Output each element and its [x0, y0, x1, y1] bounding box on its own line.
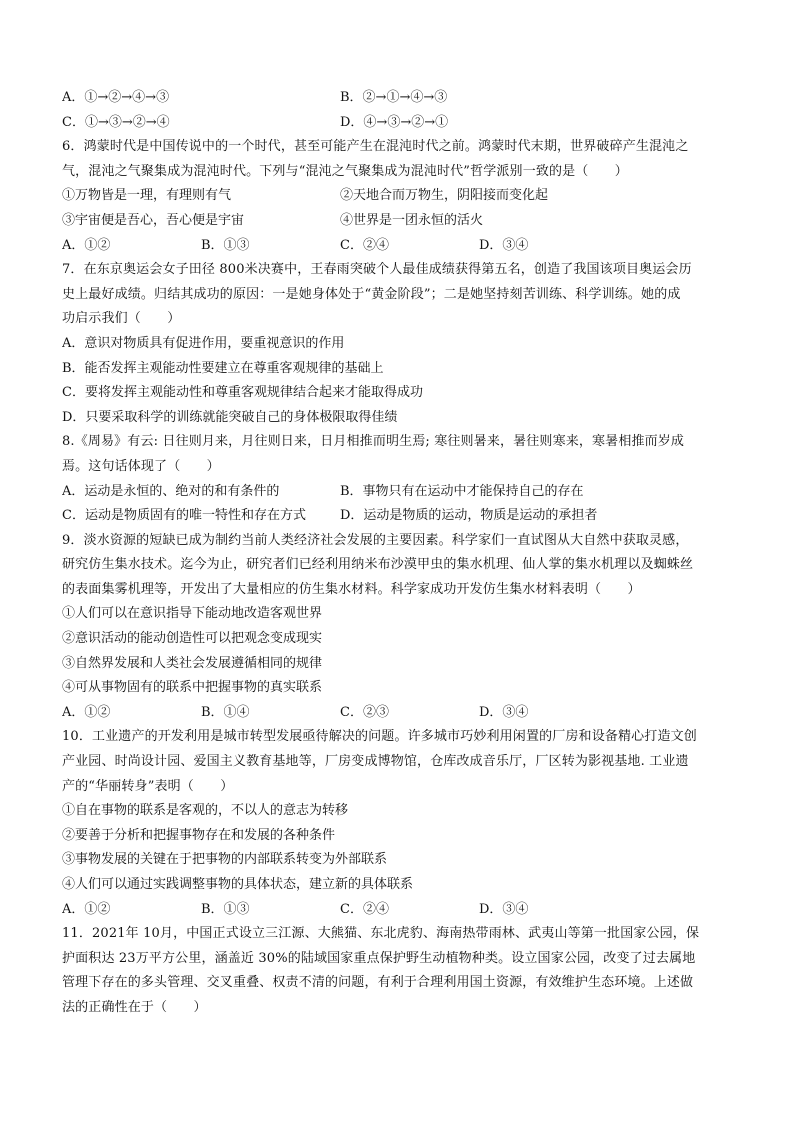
q5-option-b[interactable]: B．②→①→④→③ [340, 90, 448, 105]
q7-stem-line-1: 7．在东京奥运会女子田径 800米决赛中，王春雨突破个人最佳成绩获得第五名，创造了我国该项目奥运会历 [62, 262, 692, 278]
q8-option-c[interactable]: C．运动是物质固有的唯一特性和存在方式 [62, 508, 306, 524]
q10-stem-line-2: 产业园、时尚设计园、爱国主义教育基地等，厂房变成博物馆，仓库改成音乐厅，厂区转为影视基地. 工业遗 [62, 754, 689, 770]
exam-page [62, 86, 742, 1021]
q10-stem-line-3: 产的“华丽转身”表明（ ） [62, 778, 234, 794]
q8-stem-line-1: 8.《周易》有云: 日往则月来，月往则日来，日月相推而明生焉; 寒往则暑来，暑往则寒来，寒暑相推而岁成 [62, 434, 685, 450]
q10-option-a[interactable]: A．①② [62, 901, 111, 917]
q11-stem-line-4: 法的正确性在于（ ） [62, 999, 207, 1015]
q11-stem-line-3: 管理下存在的多头管理、交叉重叠、权责不清的问题，有利于合理利用国土资源，有效维护生态环境。上述做 [62, 975, 694, 991]
q7-option-d[interactable]: D．只要采取科学的训练就能突破自己的身体极限取得佳绩 [62, 409, 398, 425]
q10-item-4: ④人们可以通过实践调整事物的具体状态，建立新的具体联系 [62, 877, 414, 892]
q7-stem-line-3: 功启示我们（ ） [62, 311, 181, 327]
q9-option-b[interactable]: B．①④ [201, 704, 250, 720]
q9-stem-line-3: 的表面集雾机理等，开发出了大量相应的仿生集水材料。科学家成功开发仿生集水材料表明（ ） [62, 581, 641, 597]
q7-option-a[interactable]: A．意识对物质具有促进作用，要重视意识的作用 [62, 335, 345, 351]
q5-option-c[interactable]: C．①→③→②→④ [62, 114, 170, 130]
q8-option-a[interactable]: A．运动是永恒的、绝对的和有条件的 [62, 483, 280, 499]
q7-stem-line-2: 史上最好成绩。归结其成功的原因：一是她身体处于“黄金阶段”；二是她坚持刻苦训练、科学训练。她的成 [62, 286, 681, 302]
q9-options-row [62, 701, 742, 726]
q6-item-3: ③宇宙便是吾心，吾心便是宇宙 [62, 212, 245, 228]
q5-options-row-1 [62, 86, 742, 111]
q9-option-a[interactable]: A．①② [62, 704, 111, 720]
q6-option-c[interactable]: C．②④ [340, 237, 389, 253]
q10-option-d[interactable]: D．③④ [479, 901, 529, 917]
q6-options-row [62, 234, 742, 259]
q8-stem-line-2: 焉。这句话体现了（ ） [62, 458, 220, 474]
q7-option-c[interactable]: C．要将发挥主观能动性和尊重客观规律结合起来才能取得成功 [62, 385, 423, 401]
q6-option-d[interactable]: D．③④ [479, 237, 529, 253]
q10-option-c[interactable]: C．②④ [340, 901, 389, 917]
q9-item-2: ②意识活动的能动创造性可以把观念变成现实 [62, 631, 323, 647]
q9-item-3: ③自然界发展和人类社会发展遵循相同的规律 [62, 655, 323, 671]
q10-item-3: ③事物发展的关键在于把事物的内部联系转变为外部联系 [62, 852, 388, 868]
q9-item-4: ④可从事物固有的联系中把握事物的真实联系 [62, 680, 323, 696]
q9-option-d[interactable]: D．③④ [479, 704, 529, 720]
q5-option-a[interactable]: A．①→②→④→③ [62, 90, 170, 105]
q8-option-d[interactable]: D．运动是物质的运动，物质是运动的承担者 [340, 508, 598, 524]
q9-item-1: ①人们可以在意识指导下能动地改造客观世界 [62, 606, 323, 622]
q10-options-row [62, 898, 742, 923]
q7-option-b[interactable]: B．能否发挥主观能动性要建立在尊重客观规律的基础上 [62, 360, 384, 376]
q9-stem-line-1: 9．淡水资源的短缺已成为制约当前人类经济社会发展的主要因素。科学家们一直试图从大自然中获取灵感， [62, 532, 689, 548]
q11-stem-line-1: 11．2021年 10月，中国正式设立三江源、大熊猫、东北虎豹、海南热带雨林、武夷山等第一批国家公园，保 [62, 926, 700, 942]
q6-item-1: ①万物皆是一理，有理则有气 [62, 188, 232, 204]
q9-option-c[interactable]: C．②③ [340, 704, 389, 720]
q8-options-row-2 [62, 504, 742, 529]
q6-stem-line-2: 气，混沌之气聚集成为混沌时代。下列与“混沌之气聚集成为混沌时代”哲学派别一致的是（ ） [62, 163, 628, 179]
q6-items-row-1 [62, 184, 742, 209]
q6-item-4: ④世界是一团永恒的活火 [340, 212, 484, 228]
q8-options-row-1 [62, 480, 742, 505]
q8-option-b[interactable]: B．事物只有在运动中才能保持自己的存在 [340, 483, 584, 499]
q10-item-1: ①自在事物的联系是客观的，不以人的意志为转移 [62, 803, 349, 819]
q11-stem-line-2: 护面积达 23万平方公里，涵盖近 30%的陆域国家重点保护野生动植物种类。设立国家公园，改变了过去属地 [62, 950, 696, 966]
q6-stem-line-1: 6．鸿蒙时代是中国传说中的一个时代，甚至可能产生在混沌时代之前。鸿蒙时代末期，世界破碎产生混沌之 [62, 139, 689, 155]
q9-stem-line-2: 研究仿生集水技术。迄今为止，研究者们已经利用纳米布沙漠甲虫的集水机理、仙人掌的集水机理以及蜘蛛丝 [62, 557, 694, 573]
q5-option-d[interactable]: D．④→③→②→① [340, 114, 449, 130]
q10-option-b[interactable]: B．①③ [201, 901, 250, 917]
q10-stem-line-1: 10．工业遗产的开发利用是城市转型发展亟待解决的问题。许多城市巧妙利用闲置的厂房和设备精心打造文创 [62, 729, 697, 745]
q6-items-row-2 [62, 209, 742, 234]
q10-item-2: ②要善于分析和把握事物存在和发展的各种条件 [62, 827, 336, 843]
q6-option-b[interactable]: B．①③ [201, 237, 250, 253]
q5-options-row-2 [62, 111, 742, 136]
q6-item-2: ②天地合而万物生，阴阳接而变化起 [340, 188, 549, 204]
q6-option-a[interactable]: A．①② [62, 237, 111, 253]
